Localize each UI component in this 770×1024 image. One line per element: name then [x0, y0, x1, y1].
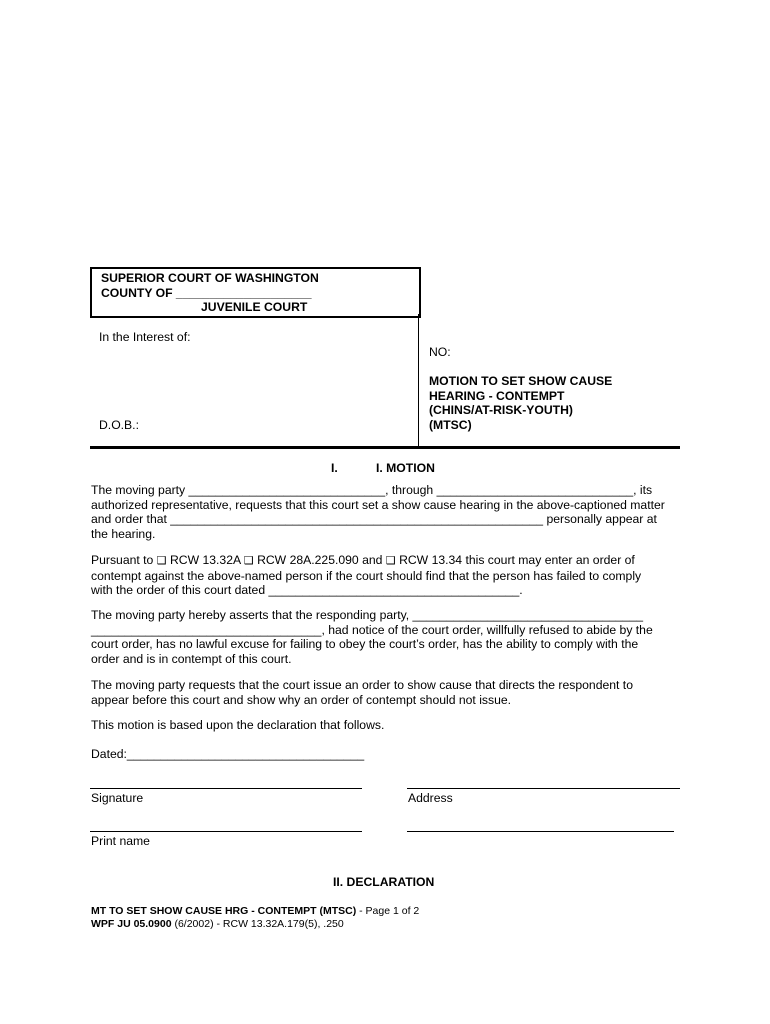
p4-line1: The moving party requests that the court issue an order to show cause that directs the respondent to [91, 678, 633, 692]
p1-line1: The moving party _____________________________, through _____________________________, its [91, 483, 653, 497]
title-line4: (MTSC) [429, 417, 472, 432]
p2-rcw-13-34: RCW 13.34 this court may enter an order of [395, 553, 635, 567]
p1-line2: authorized representative, requests that this court set a show cause hearing in the above-captioned matter [91, 497, 665, 512]
p2-rcw-28a: RCW 28A.225.090 and [253, 553, 386, 567]
court-division-line: JUVENILE COURT [201, 300, 308, 314]
signature-line[interactable] [90, 788, 362, 789]
address-label: Address [408, 791, 453, 805]
p4-line2: appear before this court and show why an order of contempt should not issue. [91, 692, 512, 707]
footer-page-number: - Page 1 of 2 [356, 905, 420, 917]
court-county-line: COUNTY OF ____________________ [101, 286, 312, 300]
print-name-label: Print name [91, 834, 150, 848]
p2-line3: with the order of this court dated _____________________________________. [91, 583, 523, 597]
motion-paragraph-2 [91, 553, 691, 598]
motion-paragraph-1 [91, 483, 691, 541]
footer-statute: (6/2002) - RCW 13.32A.179(5), .250 [171, 918, 344, 930]
p2-line2: contempt against the above-named person if the court should find that the person has failed to comply [91, 568, 642, 583]
document-title [429, 374, 612, 432]
p1-line3: and order that _______________________________________________________ personally appear at [91, 512, 657, 526]
address-line-2[interactable] [407, 831, 674, 832]
title-line3: (CHINS/AT-RISK-YOUTH) [429, 403, 573, 417]
p2-pre: Pursuant to [91, 553, 157, 567]
footer-form-number: WPF JU 05.0900 [91, 918, 172, 930]
print-name-line[interactable] [90, 831, 362, 832]
court-name-line1: SUPERIOR COURT OF WASHINGTON [101, 271, 319, 285]
case-number-label: NO: [429, 345, 451, 359]
footer-line2 [91, 918, 419, 931]
caption-divider [418, 314, 419, 447]
page-footer [91, 905, 419, 931]
declaration-heading: II. DECLARATION [333, 875, 435, 889]
dob-label: D.O.B.: [99, 418, 139, 432]
address-line[interactable] [407, 788, 680, 789]
motion-paragraph-4 [91, 678, 691, 707]
p3-line4: order and is in contempt of this court. [91, 651, 292, 666]
title-line1: MOTION TO SET SHOW CAUSE [429, 374, 613, 388]
motion-paragraph-5: This motion is based upon the declaration that follows. [91, 718, 385, 732]
footer-line1 [91, 905, 419, 918]
p2-line1 [91, 553, 691, 569]
rcw-13-34-checkbox[interactable]: ❑ [385, 554, 396, 567]
p3-line3: court order, has no lawful excuse for failing to obey the court’s order, has the ability to comply with the [91, 637, 639, 651]
p3-line2: __________________________________, had notice of the court order, willfully refused to abide by the [91, 622, 653, 637]
caption-bottom-rule [90, 446, 680, 449]
interest-of-label: In the Interest of: [99, 330, 191, 344]
motion-heading-number: I. [331, 461, 338, 475]
dated-field[interactable]: Dated:___________________________________ [91, 747, 365, 761]
rcw-13-32a-checkbox[interactable]: ❑ [156, 554, 167, 567]
p3-line1: The moving party hereby asserts that the responding party, __________________________________ [91, 608, 644, 622]
title-line2: HEARING - CONTEMPT [429, 388, 565, 403]
motion-heading: I. MOTION [376, 461, 435, 475]
motion-paragraph-3 [91, 608, 691, 666]
footer-form-title: MT TO SET SHOW CAUSE HRG - CONTEMPT (MTSC) [91, 905, 357, 917]
p1-line4: the hearing. [91, 526, 156, 541]
court-caption-box [90, 267, 421, 318]
p2-rcw-13-32a: RCW 13.32A [166, 553, 244, 567]
signature-label: Signature [91, 791, 144, 805]
rcw-28a-checkbox[interactable]: ❑ [243, 554, 254, 567]
